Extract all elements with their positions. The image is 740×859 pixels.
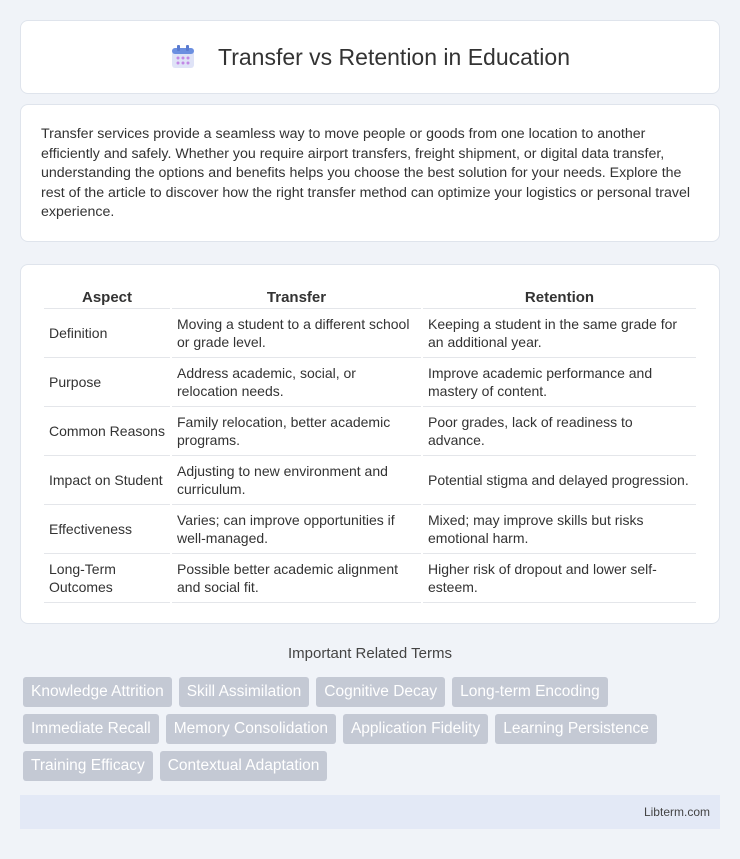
table-cell-aspect: Long-Term Outcomes	[44, 554, 170, 603]
related-term-tag[interactable]: Immediate Recall	[23, 714, 159, 744]
table-cell-transfer: Adjusting to new environment and curriculum.	[172, 456, 421, 505]
table-cell-aspect: Purpose	[44, 358, 170, 407]
related-term-tag[interactable]: Long-term Encoding	[452, 677, 608, 707]
header-card	[20, 20, 720, 94]
table-row	[44, 358, 696, 407]
table-row	[44, 407, 696, 456]
intro-text: Transfer services provide a seamless way to move people or goods from one location to another efficiently and safely. Whether you require airport transfers, freight shipment, or digital data transfer, understanding the options and benefits helps you choose the best solution for your needs. Explore the rest of the article to discover how the right transfer method can optimize your logistics or personal travel experience.	[41, 126, 690, 221]
table-row	[44, 456, 696, 505]
related-terms-title: Important Related Terms	[288, 645, 452, 662]
table-cell-transfer: Moving a student to a different school or grade level.	[172, 309, 421, 358]
related-term-tag[interactable]: Application Fidelity	[343, 714, 488, 744]
related-term-tag[interactable]: Memory Consolidation	[166, 714, 336, 744]
table-cell-retention: Improve academic performance and mastery of content.	[423, 358, 696, 407]
table-cell-transfer: Varies; can improve opportunities if well-managed.	[172, 505, 421, 554]
comparison-table	[42, 285, 698, 603]
comparison-table-card	[20, 264, 720, 624]
related-terms-list	[23, 677, 713, 781]
column-header-aspect: Aspect	[44, 285, 170, 309]
table-cell-aspect: Definition	[44, 309, 170, 358]
related-term-tag[interactable]: Knowledge Attrition	[23, 677, 172, 707]
table-cell-transfer: Family relocation, better academic programs.	[172, 407, 421, 456]
table-cell-transfer: Possible better academic alignment and social fit.	[172, 554, 421, 603]
table-cell-aspect: Impact on Student	[44, 456, 170, 505]
table-cell-aspect: Effectiveness	[44, 505, 170, 554]
related-term-tag[interactable]: Skill Assimilation	[179, 677, 310, 707]
footer-site-link[interactable]: Libterm.com	[643, 805, 710, 819]
table-cell-retention: Higher risk of dropout and lower self-esteem.	[423, 554, 696, 603]
column-header-transfer: Transfer	[172, 285, 421, 309]
table-cell-retention: Potential stigma and delayed progression.	[423, 456, 696, 505]
table-cell-retention: Keeping a student in the same grade for an additional year.	[423, 309, 696, 358]
intro-card	[20, 104, 720, 242]
related-term-tag[interactable]: Training Efficacy	[23, 751, 153, 781]
related-term-tag[interactable]: Learning Persistence	[495, 714, 657, 744]
table-row	[44, 505, 696, 554]
page-title: Transfer vs Retention in Education	[218, 43, 570, 70]
table-cell-retention: Poor grades, lack of readiness to advance.	[423, 407, 696, 456]
table-cell-transfer: Address academic, social, or relocation needs.	[172, 358, 421, 407]
column-header-retention: Retention	[423, 285, 696, 309]
table-row	[44, 554, 696, 603]
table-row	[44, 309, 696, 358]
calendar-icon	[170, 44, 196, 70]
related-term-tag[interactable]: Cognitive Decay	[316, 677, 445, 707]
table-cell-aspect: Common Reasons	[44, 407, 170, 456]
related-term-tag[interactable]: Contextual Adaptation	[160, 751, 328, 781]
table-header-row	[44, 285, 696, 309]
footer	[20, 795, 720, 829]
table-cell-retention: Mixed; may improve skills but risks emotional harm.	[423, 505, 696, 554]
